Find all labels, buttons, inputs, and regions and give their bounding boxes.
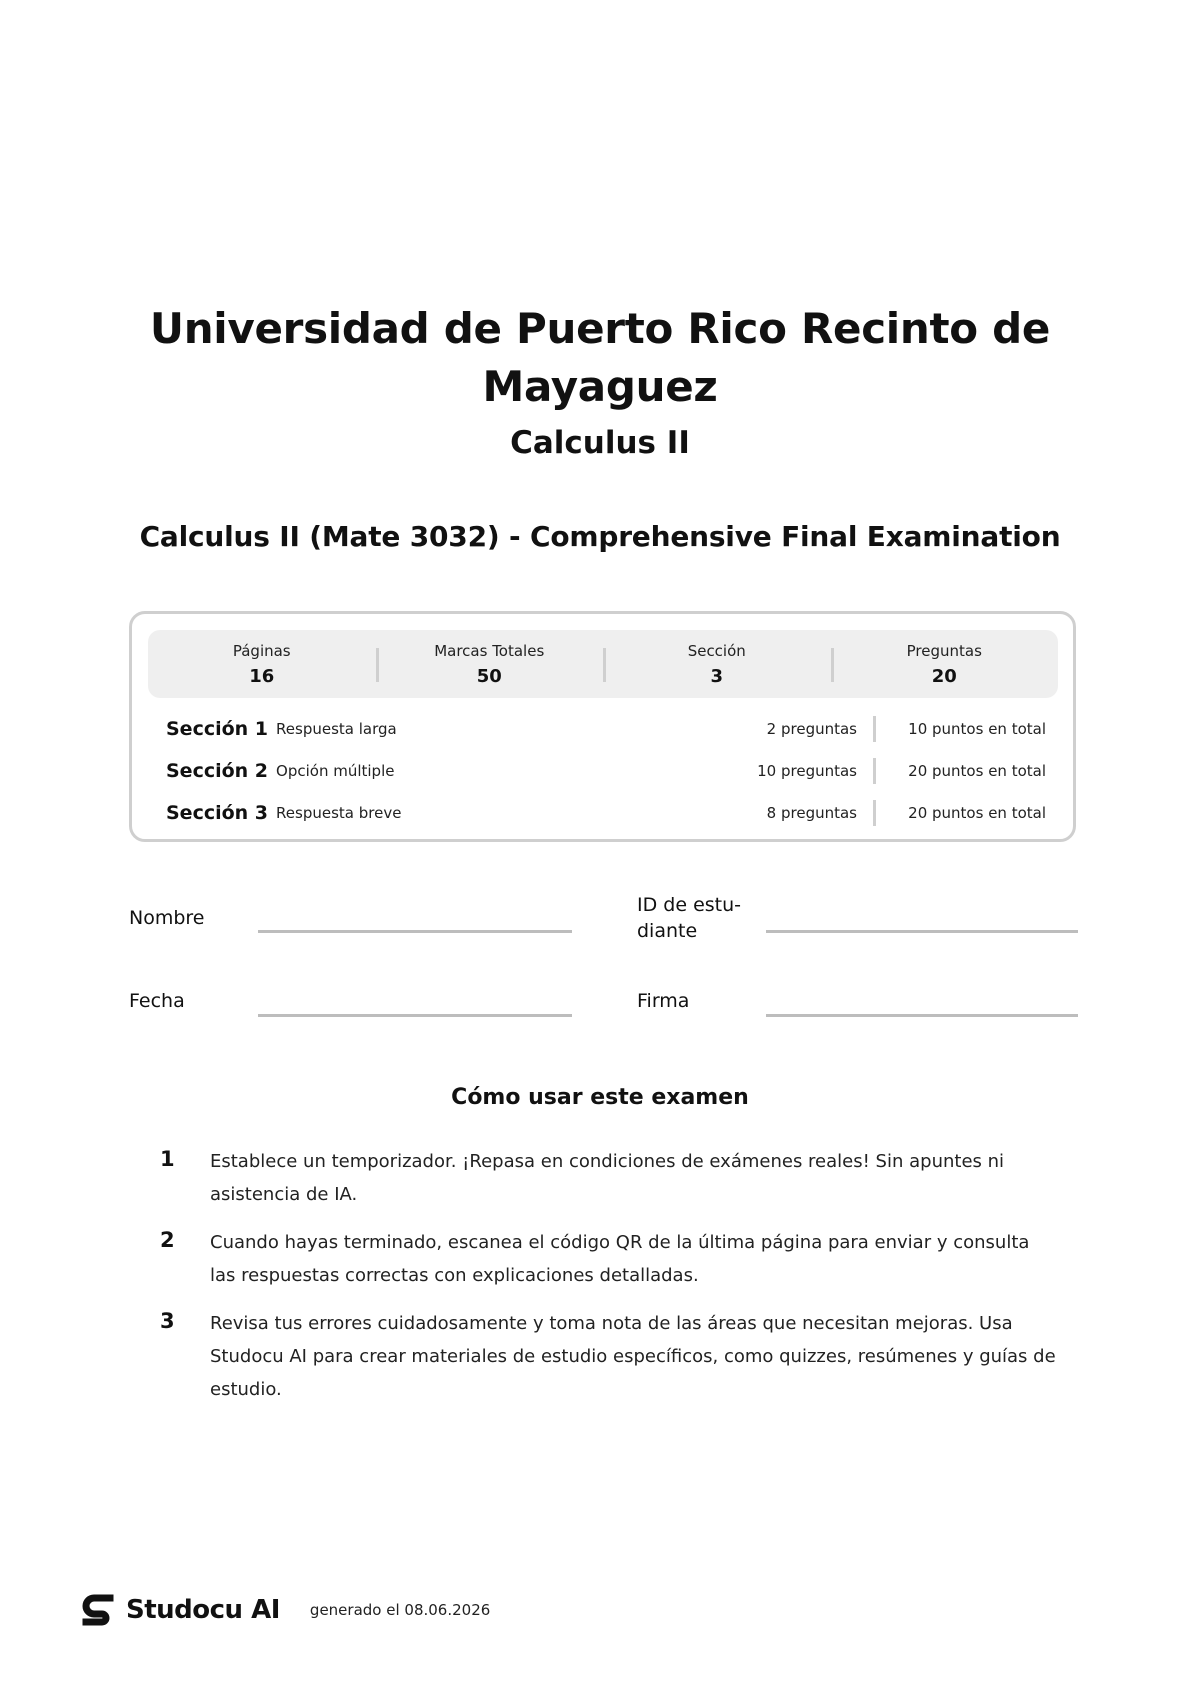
stat-pages: [148, 642, 376, 687]
step-number: 3: [160, 1309, 175, 1333]
section-questions: 2 preguntas: [766, 720, 857, 738]
course-subtitle: Calculus II: [510, 425, 690, 461]
step-text: Cuando hayas terminado, escanea el código QR de la última página para enviar y consulta las respuestas correctas con explicaciones detalladas.: [210, 1232, 1030, 1286]
section-row-2: [166, 756, 1046, 786]
section-row-1: [166, 714, 1046, 744]
stat-value: 16: [249, 665, 275, 687]
instruction-step-3: [160, 1307, 1060, 1406]
stat-sections: [603, 642, 831, 687]
stat-value: 20: [931, 665, 957, 687]
stat-label: Páginas: [232, 641, 291, 660]
section-name: Sección 2: [166, 760, 269, 782]
section-name: Sección 1: [166, 718, 269, 740]
section-questions: 8 preguntas: [766, 804, 857, 822]
instructions-title: Cómo usar este examen: [451, 1085, 749, 1110]
section-name: Sección 3: [166, 802, 269, 824]
signature-line[interactable]: [766, 1014, 1078, 1017]
stat-value: 3: [710, 665, 724, 687]
section-row-3: [166, 798, 1046, 828]
section-type: Respuesta breve: [276, 804, 402, 822]
stat-label: Sección: [687, 641, 746, 660]
student-id-line[interactable]: [766, 930, 1078, 933]
name-label: Nombre: [129, 907, 205, 929]
date-label: Fecha: [129, 990, 185, 1012]
generated-date: generado el 08.06.2026: [309, 1601, 491, 1619]
instruction-step-1: [160, 1145, 1060, 1211]
step-number: 1: [160, 1147, 175, 1171]
instruction-step-2: [160, 1226, 1060, 1292]
section-questions: 10 preguntas: [757, 762, 857, 780]
stat-value: 50: [476, 665, 502, 687]
step-text: Establece un temporizador. ¡Repasa en condiciones de exámenes reales! Sin apuntes ni asistencia de IA.: [210, 1151, 1005, 1205]
section-type: Opción múltiple: [276, 762, 395, 780]
step-text: Revisa tus errores cuidadosamente y toma nota de las áreas que necesitan mejoras. Usa Studocu AI para crear materiales de estudio específicos, como quizzes, resúmenes y guías de estudio.: [210, 1313, 1056, 1400]
student-id-label: ID de estu- diante: [637, 894, 741, 942]
section-type: Respuesta larga: [276, 720, 397, 738]
step-number: 2: [160, 1228, 175, 1252]
footer: [80, 1590, 490, 1630]
studocu-logo-icon: [80, 1592, 116, 1628]
stat-label: Preguntas: [906, 641, 982, 660]
section-points: 20 puntos en total: [908, 762, 1046, 780]
section-points: 10 puntos en total: [908, 720, 1046, 738]
university-title: Universidad de Puerto Rico Recinto de Mayaguez: [149, 304, 1051, 411]
brand-name: Studocu AI: [126, 1595, 280, 1625]
exam-title: Calculus II (Mate 3032) - Comprehensive Final Examination: [139, 520, 1061, 553]
stats-bar: [148, 630, 1058, 698]
stat-total-marks: [376, 642, 604, 687]
stat-questions: [831, 642, 1059, 687]
exam-summary-box: [129, 611, 1076, 842]
date-line[interactable]: [258, 1014, 572, 1017]
section-points: 20 puntos en total: [908, 804, 1046, 822]
stat-label: Marcas Totales: [434, 641, 545, 660]
signature-label: Firma: [637, 990, 690, 1012]
name-line[interactable]: [258, 930, 572, 933]
